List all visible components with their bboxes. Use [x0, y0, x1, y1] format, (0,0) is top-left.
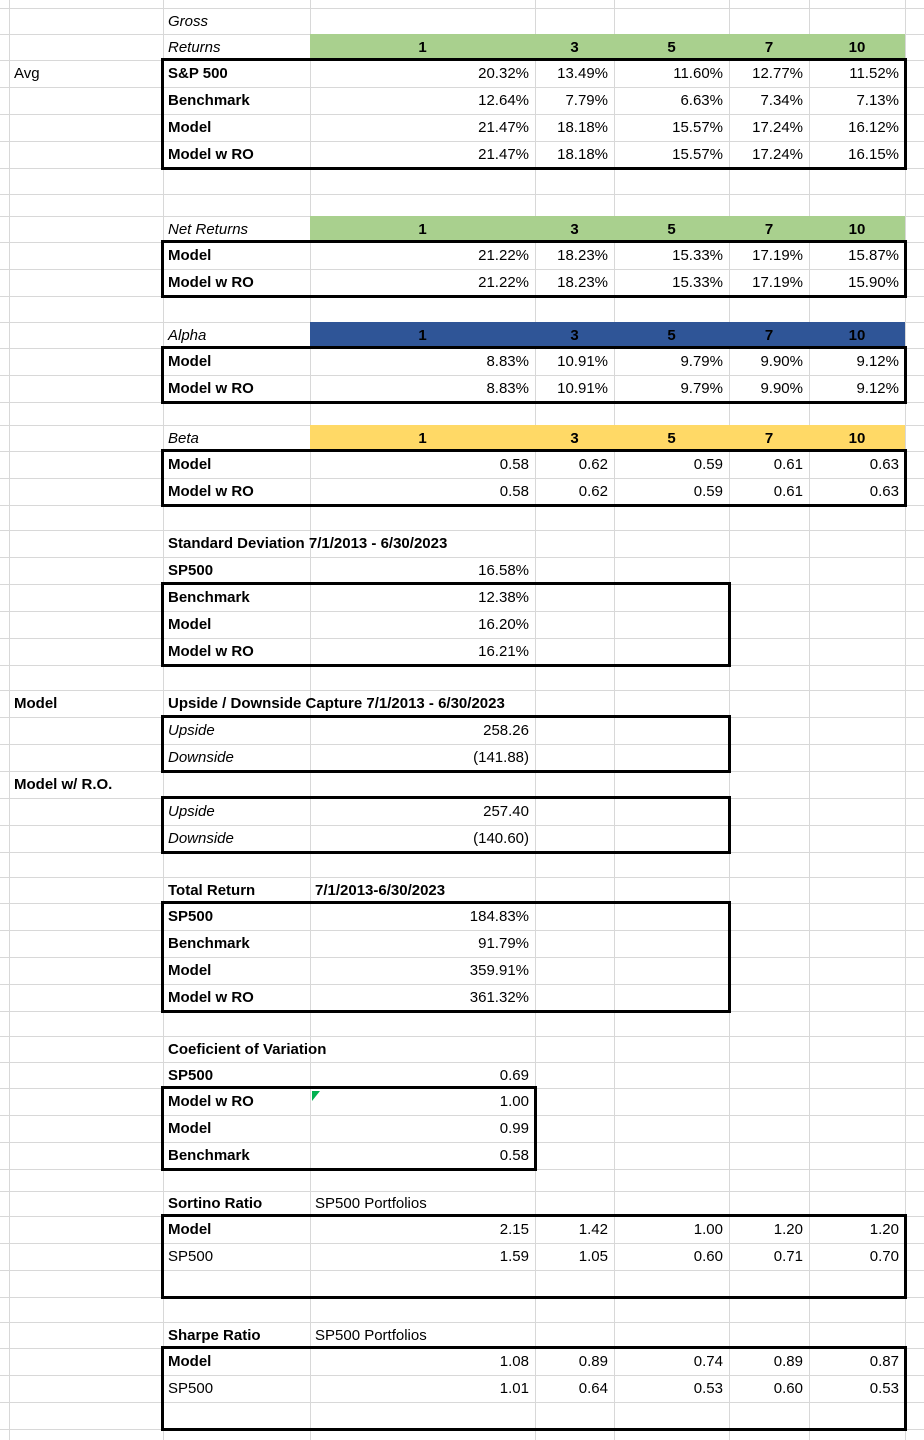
period-header[interactable]: 1 — [310, 425, 535, 451]
row-label[interactable]: S&P 500 — [168, 65, 228, 82]
row-label[interactable]: Model w RO — [168, 274, 254, 291]
table-row — [163, 141, 905, 168]
value-cell[interactable]: 9.79% — [680, 380, 723, 397]
sharpe-section — [163, 1322, 905, 1429]
value-cell[interactable]: 17.19% — [752, 247, 803, 264]
row-label[interactable]: Model — [168, 616, 212, 633]
section-title[interactable]: Upside / Downside Capture 7/1/2013 - 6/30/2023 — [168, 695, 505, 712]
value-cell[interactable]: 17.24% — [752, 146, 803, 163]
period-header-row — [163, 425, 905, 451]
value-cell[interactable]: 0.89 — [578, 1353, 608, 1370]
table-row — [163, 717, 729, 744]
section-title[interactable]: Alpha — [168, 326, 207, 344]
table-row — [163, 903, 729, 930]
empty-row — [163, 1270, 905, 1297]
value-cell[interactable]: 258.26 — [483, 722, 529, 739]
table-row — [163, 690, 905, 717]
period-header[interactable]: 5 — [614, 425, 729, 451]
gross-returns-box — [163, 60, 905, 168]
table-row — [163, 60, 905, 87]
value-cell[interactable]: 11.52% — [849, 65, 899, 82]
row-label[interactable]: Model — [168, 1120, 212, 1137]
period-header-row — [163, 322, 905, 348]
table-row — [163, 375, 905, 402]
row-label[interactable]: Model w RO — [168, 1093, 254, 1110]
section-subtitle[interactable]: SP500 Portfolios — [315, 1326, 427, 1344]
period-header[interactable]: 7 — [729, 216, 809, 242]
section-subtitle[interactable]: SP500 Portfolios — [315, 1195, 427, 1212]
sortino-box — [163, 1216, 905, 1297]
value-cell[interactable]: 1.20 — [773, 1221, 803, 1238]
period-header[interactable]: 1 — [310, 34, 535, 60]
value-cell[interactable]: 91.79% — [478, 935, 529, 952]
table-row — [163, 530, 905, 557]
value-cell[interactable]: 9.12% — [856, 380, 899, 397]
value-cell[interactable]: 7.34% — [760, 92, 803, 109]
value-cell[interactable]: 1.05 — [578, 1248, 608, 1265]
value-cell[interactable]: 11.60% — [673, 65, 723, 82]
period-header[interactable]: 5 — [614, 322, 729, 348]
row-label[interactable]: Downside — [168, 830, 234, 847]
value-cell[interactable]: 17.24% — [752, 119, 803, 136]
value-cell[interactable]: 0.69 — [499, 1066, 529, 1084]
value-cell[interactable]: 15.33% — [672, 274, 723, 291]
value-cell[interactable]: 0.74 — [693, 1353, 723, 1370]
period-header[interactable]: 10 — [809, 425, 905, 451]
value-cell[interactable]: 0.61 — [773, 483, 803, 500]
left-label-model[interactable]: Model — [14, 695, 58, 712]
value-cell[interactable]: 359.91% — [469, 962, 529, 979]
row-label[interactable]: Model — [168, 1353, 212, 1370]
period-header[interactable]: 10 — [809, 322, 905, 348]
left-label-model-w-ro[interactable]: Model w/ R.O. — [14, 776, 113, 793]
value-cell[interactable]: 361.32% — [469, 989, 529, 1006]
section-title[interactable]: Beta — [168, 429, 199, 447]
value-cell[interactable]: 21.22% — [478, 247, 529, 264]
value-cell[interactable]: 16.20% — [478, 616, 529, 633]
value-cell[interactable]: 9.79% — [680, 353, 723, 370]
table-row — [163, 611, 729, 638]
period-header[interactable]: 3 — [535, 322, 614, 348]
value-cell[interactable]: 0.53 — [693, 1380, 723, 1397]
value-cell[interactable]: 16.21% — [478, 643, 529, 660]
value-cell[interactable]: 0.60 — [773, 1380, 803, 1397]
table-row — [163, 242, 905, 269]
row-label[interactable]: Benchmark — [168, 589, 250, 606]
row-label[interactable]: Model — [168, 1221, 212, 1238]
row-label[interactable]: Downside — [168, 749, 234, 766]
empty-row — [163, 1402, 905, 1429]
row-label[interactable]: Model — [168, 353, 212, 370]
value-cell[interactable]: 2.15 — [499, 1221, 529, 1238]
capture-section — [163, 690, 905, 852]
value-cell[interactable]: 13.49% — [557, 65, 608, 82]
cov-box — [163, 1088, 535, 1169]
table-row — [163, 87, 905, 114]
table-row — [163, 557, 905, 584]
value-cell[interactable]: 18.18% — [557, 119, 608, 136]
section-title[interactable]: Sortino Ratio — [168, 1195, 263, 1212]
value-cell[interactable]: 9.12% — [856, 353, 899, 370]
row-label[interactable]: Model w RO — [168, 483, 254, 500]
value-cell[interactable]: 0.71 — [773, 1248, 803, 1265]
row-label[interactable]: Model w RO — [168, 380, 254, 397]
value-cell[interactable]: 18.23% — [557, 274, 608, 291]
value-cell[interactable]: 16.58% — [478, 562, 529, 579]
value-cell[interactable]: 12.64% — [478, 92, 529, 109]
table-row — [163, 1243, 905, 1270]
gross-returns-section — [163, 8, 905, 168]
row-label[interactable]: Model — [168, 456, 212, 473]
value-cell[interactable]: 15.90% — [848, 274, 899, 291]
table-row — [163, 798, 729, 825]
value-cell[interactable]: 21.22% — [478, 274, 529, 291]
table-row — [163, 744, 729, 771]
table-row — [163, 1088, 535, 1115]
row-label[interactable]: Benchmark — [168, 92, 250, 109]
left-label-avg[interactable]: Avg — [14, 65, 40, 82]
std-dev-section — [163, 530, 905, 665]
sortino-section — [163, 1191, 905, 1297]
table-row — [163, 1375, 905, 1402]
table-row — [163, 1062, 905, 1088]
value-cell[interactable]: 15.57% — [672, 119, 723, 136]
value-cell[interactable]: 1.59 — [499, 1248, 529, 1265]
value-cell[interactable]: 12.77% — [752, 65, 803, 82]
value-cell[interactable]: 0.61 — [773, 456, 803, 473]
table-row — [163, 269, 905, 296]
period-header[interactable]: 1 — [310, 322, 535, 348]
value-cell[interactable]: 21.47% — [478, 119, 529, 136]
net-returns-section — [163, 216, 905, 296]
period-header[interactable]: 5 — [614, 216, 729, 242]
period-header[interactable]: 1 — [310, 216, 535, 242]
section-title[interactable]: Net Returns — [168, 220, 249, 238]
value-cell[interactable]: 16.15% — [848, 146, 899, 163]
std-dev-box — [163, 584, 729, 665]
value-cell[interactable]: 1.42 — [578, 1221, 608, 1238]
total-return-section — [163, 877, 905, 1011]
value-cell[interactable]: 8.83% — [486, 353, 529, 370]
value-cell[interactable]: 1.01 — [499, 1380, 529, 1397]
table-row — [163, 930, 729, 957]
value-cell[interactable]: 0.58 — [499, 456, 529, 473]
value-cell[interactable]: 0.60 — [693, 1248, 723, 1265]
value-cell[interactable]: 15.57% — [672, 146, 723, 163]
row-label[interactable]: Benchmark — [168, 1147, 250, 1164]
value-cell[interactable]: 12.38% — [478, 589, 529, 606]
value-cell[interactable]: 1.08 — [499, 1353, 529, 1370]
period-header[interactable]: 10 — [809, 216, 905, 242]
alpha-section — [163, 322, 905, 402]
table-row — [163, 877, 905, 903]
row-label[interactable]: Upside — [168, 722, 215, 739]
value-cell[interactable]: 0.58 — [499, 1147, 529, 1164]
value-cell[interactable]: 8.83% — [486, 380, 529, 397]
value-cell[interactable]: 0.53 — [869, 1380, 899, 1397]
value-cell[interactable]: 10.91% — [557, 380, 608, 397]
period-header[interactable]: 10 — [809, 34, 905, 60]
row-label[interactable]: SP500 — [168, 1248, 214, 1265]
section-title[interactable]: Standard Deviation 7/1/2013 - 6/30/2023 — [168, 535, 448, 552]
table-row — [163, 348, 905, 375]
table-row — [163, 825, 729, 852]
table-row — [163, 984, 729, 1011]
value-cell[interactable]: 15.33% — [672, 247, 723, 264]
period-header[interactable]: 7 — [729, 425, 809, 451]
value-cell[interactable]: 0.62 — [578, 456, 608, 473]
row-label[interactable]: Benchmark — [168, 935, 250, 952]
period-header[interactable]: 3 — [535, 216, 614, 242]
table-row — [163, 1322, 905, 1348]
row-label[interactable]: SP500 — [168, 562, 214, 579]
value-cell[interactable]: 1.00 — [499, 1093, 529, 1110]
value-cell[interactable]: 1.20 — [869, 1221, 899, 1238]
table-row — [163, 1142, 535, 1169]
value-cell[interactable]: (140.60) — [473, 830, 529, 847]
period-header[interactable]: 5 — [614, 34, 729, 60]
row-label[interactable]: SP500 — [168, 908, 214, 925]
value-cell[interactable]: 15.87% — [848, 247, 899, 264]
value-cell[interactable]: 0.63 — [869, 483, 899, 500]
value-cell[interactable]: 0.89 — [773, 1353, 803, 1370]
value-cell[interactable]: 6.63% — [680, 92, 723, 109]
total-return-box — [163, 903, 729, 1011]
row-label[interactable]: SP500 — [168, 1380, 214, 1397]
value-cell[interactable]: 18.23% — [557, 247, 608, 264]
value-cell[interactable]: 0.64 — [578, 1380, 608, 1397]
section-title[interactable]: Total Return — [168, 881, 256, 899]
value-cell[interactable]: 1.00 — [693, 1221, 723, 1238]
value-cell[interactable]: 9.90% — [760, 353, 803, 370]
cov-section — [163, 1036, 905, 1169]
value-cell[interactable]: 16.12% — [848, 119, 899, 136]
table-row — [163, 584, 729, 611]
beta-section — [163, 425, 905, 505]
value-cell[interactable]: 0.63 — [869, 456, 899, 473]
value-cell[interactable]: 7.79% — [565, 92, 608, 109]
value-cell[interactable]: 0.62 — [578, 483, 608, 500]
value-cell[interactable]: 7.13% — [856, 92, 899, 109]
value-cell[interactable]: 184.83% — [469, 908, 529, 925]
table-row — [163, 478, 905, 505]
value-cell[interactable]: 17.19% — [752, 274, 803, 291]
period-header-row — [163, 34, 905, 60]
value-cell[interactable]: 10.91% — [557, 353, 608, 370]
row-label[interactable]: Model — [168, 247, 212, 264]
row-label[interactable]: Upside — [168, 803, 215, 820]
period-header[interactable]: 3 — [535, 34, 614, 60]
table-row — [163, 1348, 905, 1375]
section-title[interactable]: Gross — [168, 12, 209, 30]
value-cell[interactable]: 18.18% — [557, 146, 608, 163]
section-subtitle[interactable]: 7/1/2013-6/30/2023 — [315, 881, 446, 899]
value-cell[interactable]: 9.90% — [760, 380, 803, 397]
row-label[interactable]: Model w RO — [168, 643, 254, 660]
period-header[interactable]: 7 — [729, 34, 809, 60]
value-cell[interactable]: 20.32% — [478, 65, 529, 82]
table-row — [163, 638, 729, 665]
row-label[interactable]: Model — [168, 119, 212, 136]
section-title[interactable]: Coeficient of Variation — [168, 1040, 327, 1058]
table-row — [163, 1216, 905, 1243]
period-header[interactable]: 3 — [535, 425, 614, 451]
beta-box — [163, 451, 905, 505]
period-header[interactable]: 7 — [729, 322, 809, 348]
sharpe-box — [163, 1348, 905, 1429]
row-label[interactable]: SP500 — [168, 1066, 214, 1084]
value-cell[interactable]: 0.58 — [499, 483, 529, 500]
value-cell[interactable]: 0.70 — [869, 1248, 899, 1265]
row-label[interactable]: Model — [168, 962, 212, 979]
capture-model-box — [163, 717, 729, 771]
value-cell[interactable]: 0.87 — [869, 1353, 899, 1370]
row-label[interactable]: Model w RO — [168, 146, 254, 163]
row-label[interactable]: Model w RO — [168, 989, 254, 1006]
net-returns-box — [163, 242, 905, 296]
table-row — [163, 1191, 905, 1216]
value-cell[interactable]: 0.59 — [693, 483, 723, 500]
value-cell[interactable]: (141.88) — [473, 749, 529, 766]
spacer-row — [163, 771, 905, 798]
capture-model-ro-box — [163, 798, 729, 852]
table-row — [163, 114, 905, 141]
value-cell[interactable]: 0.99 — [499, 1120, 529, 1137]
section-title[interactable]: Sharpe Ratio — [168, 1326, 261, 1344]
value-cell[interactable]: 0.59 — [693, 456, 723, 473]
table-row — [163, 8, 905, 34]
alpha-box — [163, 348, 905, 402]
table-row — [163, 451, 905, 478]
table-row — [163, 957, 729, 984]
value-cell[interactable]: 21.47% — [478, 146, 529, 163]
value-cell[interactable]: 257.40 — [483, 803, 529, 820]
period-header-row — [163, 216, 905, 242]
section-title[interactable]: Returns — [168, 38, 221, 56]
table-row — [163, 1115, 535, 1142]
table-row — [163, 1036, 905, 1062]
